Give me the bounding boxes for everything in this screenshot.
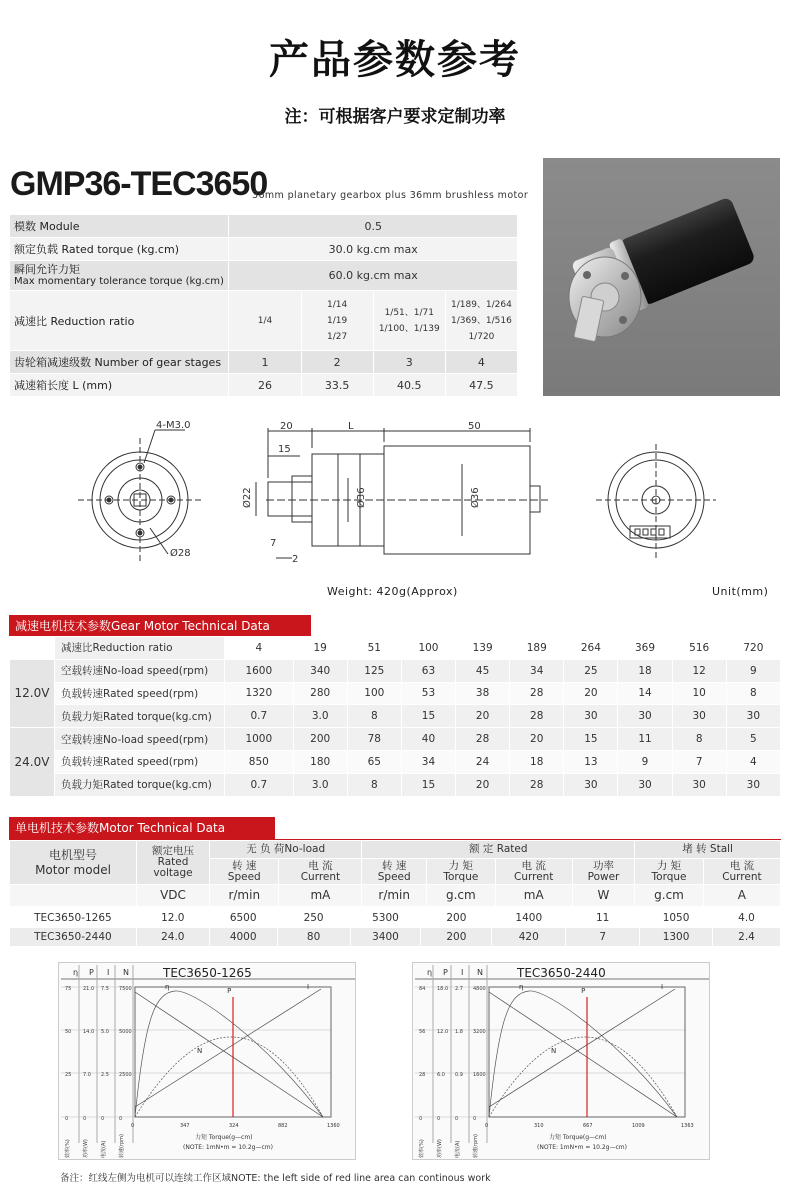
page-subtitle: 注：可根据客户要求定制功率 [284, 107, 506, 127]
gear-value: 38 [456, 682, 510, 705]
perf-curve-label-i: I [661, 983, 664, 991]
perf-x-note: (NOTE: 1mN•m = 10.2g—cm) [537, 1144, 627, 1151]
dim-20: 20 [280, 421, 293, 432]
subheader-cn: 功率 [592, 859, 614, 872]
subheader-cn: 转 速 [382, 859, 407, 872]
motor-model-cn: 电机型号 [48, 847, 97, 862]
rated-torque-value: 30.0 kg.cm max [229, 238, 518, 261]
motor-value: 6500 [209, 909, 277, 928]
perf-curve-label-i: I [307, 983, 310, 991]
subheader-en: Current [513, 870, 554, 883]
gear-value: 3.0 [293, 705, 347, 728]
perf-axis-value: 0 [101, 1116, 105, 1122]
perf-col-head: η [427, 968, 433, 977]
perf-axis-value: 0 [437, 1116, 441, 1122]
motor-unit: r/min [210, 885, 279, 907]
rated-torque-label: 额定负载 Rated torque (kg.cm) [10, 238, 229, 261]
gear-ratio: 189 [510, 637, 564, 660]
motor-unit: W [572, 885, 634, 907]
stall-header: 堵 转 Stall [635, 841, 781, 859]
motor-subheader [635, 859, 704, 885]
dim-7: 7 [270, 538, 277, 549]
perf-axis-value: 2500 [119, 1072, 132, 1078]
perf-axis-value: 5000 [119, 1029, 132, 1035]
product-photo [543, 158, 780, 396]
perf-axis-value: 0 [119, 1116, 123, 1122]
motor-model-header [10, 841, 137, 885]
perf-power-curve [489, 1037, 677, 1117]
noload-header: 无 负 荷No-load [210, 841, 362, 859]
stage-value: 1 [229, 351, 301, 374]
gear-value: 40 [401, 728, 455, 751]
length-value: 33.5 [301, 374, 373, 397]
ratio-value: 1/189、1/264 [450, 299, 512, 310]
perf-axis-label: 电流(A) [455, 1140, 461, 1158]
perf-curve-label-eta: η [519, 983, 524, 991]
perf-axis-label: 转速(rpm) [473, 1133, 479, 1158]
ratio-row-label: 减速比Reduction ratio [55, 637, 225, 660]
motor-subheader [362, 859, 427, 885]
motor-value: 12.0 [136, 909, 209, 928]
gear-value: 180 [293, 750, 347, 773]
gear-ratio: 19 [293, 637, 347, 660]
subheader-cn: 力 矩 [448, 859, 474, 872]
gear-value: 28 [510, 773, 564, 796]
motor-data-banner: 单电机技术参数Motor Technical Data [9, 817, 275, 839]
max-torque-label-en: Max momentary tolerance torque (kg.cm) [14, 275, 224, 287]
gear-row-label: 负载力矩Rated torque(kg.cm) [55, 773, 225, 796]
motor-data-section [9, 817, 781, 840]
gear-value: 8 [347, 773, 401, 796]
voltage-header [137, 841, 210, 885]
gear-value: 53 [401, 682, 455, 705]
perf-axis-value: 0 [455, 1116, 459, 1122]
perf-axis-value: 4800 [473, 986, 486, 992]
motor-model: TEC3650-1265 [10, 909, 137, 928]
gear-value: 30 [672, 705, 726, 728]
gear-value: 30 [726, 773, 780, 796]
perf-axis-value: 18.0 [437, 986, 449, 992]
ratio-col [301, 291, 373, 351]
motor-subheader [703, 859, 780, 885]
subheader-cn: 电 流 [729, 859, 755, 872]
perf-axis-value: 7.0 [83, 1072, 91, 1078]
gear-value: 13 [564, 750, 618, 773]
stages-label: 齿轮箱减速级数 Number of gear stages [10, 351, 229, 374]
page-title: 产品参数参考 [269, 37, 521, 83]
motor-subheader [210, 859, 279, 885]
dim-d36a: Ø36 [356, 487, 367, 508]
dim-50: 50 [468, 421, 481, 432]
perf-curve-label-p: P [227, 987, 232, 995]
performance-chart-1265 [58, 962, 356, 1160]
dim-d28: Ø28 [170, 548, 191, 559]
perf-col-head: I [107, 968, 110, 977]
gear-ratio: 139 [456, 637, 510, 660]
gear-value: 30 [564, 773, 618, 796]
length-value: 40.5 [373, 374, 445, 397]
gear-data-section [9, 615, 781, 638]
motor-value: 1400 [492, 909, 566, 928]
subheader-en: Speed [227, 870, 261, 883]
perf-axis-value: 2.5 [101, 1072, 109, 1078]
ratio-value: 1/720 [468, 331, 495, 342]
gear-value: 15 [401, 773, 455, 796]
motor-data-table [9, 840, 781, 907]
motor-value: 4.0 [713, 909, 781, 928]
perf-axis-value: 75 [65, 986, 72, 992]
max-torque-label [10, 261, 229, 291]
perf-x-tick: 667 [583, 1123, 593, 1129]
gear-value: 1320 [225, 682, 294, 705]
perf-speed-line [489, 992, 677, 1117]
spec-table [9, 214, 518, 397]
perf-speed-line [135, 992, 323, 1117]
subheader-en: Torque [651, 870, 687, 883]
gear-row-label: 空载转速No-load speed(rpm) [55, 659, 225, 682]
perf-x-label: 力矩 Torque(g—cm) [195, 1134, 253, 1141]
gear-value: 3.0 [293, 773, 347, 796]
gear-value: 20 [456, 773, 510, 796]
gear-value: 9 [618, 750, 672, 773]
subheader-en: Current [300, 870, 341, 883]
length-value: 47.5 [445, 374, 517, 397]
perf-x-tick: 0 [485, 1123, 489, 1129]
motor-value: 250 [277, 909, 350, 928]
footer-note: 备注：红线左侧为电机可以连续工作区域NOTE: the left side of red line area can continous work [60, 1173, 491, 1184]
gear-ratio: 264 [564, 637, 618, 660]
gear-value: 280 [293, 682, 347, 705]
gear-value: 65 [347, 750, 401, 773]
gear-value: 850 [225, 750, 294, 773]
perf-x-label: 力矩 Torque(g—cm) [549, 1134, 607, 1141]
motor-value: 200 [421, 909, 492, 928]
gear-value: 20 [456, 705, 510, 728]
gear-value: 5 [726, 728, 780, 751]
motor-model-en: Motor model [35, 862, 111, 877]
gear-ratio: 369 [618, 637, 672, 660]
perf-chart-svg [413, 963, 711, 1161]
perf-x-tick: 310 [534, 1123, 544, 1129]
ratio-col [229, 291, 301, 351]
dim-15: 15 [278, 444, 291, 455]
perf-axis-value: 0 [65, 1116, 69, 1122]
motor-value: 1300 [640, 928, 713, 947]
motor-value: 420 [492, 928, 566, 947]
perf-axis-value: 0 [473, 1116, 477, 1122]
units-blank [10, 885, 137, 907]
motor-model: TEC3650-2440 [10, 928, 137, 947]
voltage-cell: 24.0V [10, 728, 55, 796]
perf-axis-value: 5.0 [101, 1029, 109, 1035]
gear-value: 15 [564, 728, 618, 751]
dim-holes: 4-M3.0 [156, 420, 191, 431]
perf-axis-value: 1.8 [455, 1029, 463, 1035]
gear-value: 78 [347, 728, 401, 751]
stage-value: 4 [445, 351, 517, 374]
perf-axis-value: 56 [419, 1029, 426, 1035]
module-label: 模数 Module [10, 215, 229, 238]
ratio-value: 1/27 [327, 331, 348, 342]
gear-value: 14 [618, 682, 672, 705]
motor-unit: r/min [362, 885, 427, 907]
gear-data-banner: 减速电机技术参数Gear Motor Technical Data [9, 615, 311, 637]
subheader-en: Torque [443, 870, 479, 883]
perf-chart-svg [59, 963, 357, 1161]
perf-current-line [489, 989, 675, 1107]
motor-unit: g.cm [427, 885, 496, 907]
gear-value: 24 [456, 750, 510, 773]
perf-x-tick: 1360 [327, 1123, 340, 1129]
gear-value: 34 [510, 659, 564, 682]
perf-x-tick: 1363 [681, 1123, 694, 1129]
gear-value: 0.7 [225, 773, 294, 796]
perf-axis-value: 21.0 [83, 986, 95, 992]
perf-col-head: P [443, 968, 448, 977]
gear-value: 45 [456, 659, 510, 682]
subheader-cn: 力 矩 [656, 859, 682, 872]
gear-ratio: 51 [347, 637, 401, 660]
perf-axis-value: 3200 [473, 1029, 486, 1035]
perf-axis-value: 0.9 [455, 1072, 463, 1078]
stage-value: 3 [373, 351, 445, 374]
module-value: 0.5 [229, 215, 518, 238]
perf-axis-value: 7.5 [101, 986, 109, 992]
subheader-en: Current [722, 870, 762, 883]
motor-value: 200 [421, 928, 492, 947]
ratio-value: 1/4 [257, 315, 273, 326]
voltage-h-cn: 额定电压 [152, 845, 194, 857]
perf-col-head: P [89, 968, 94, 977]
perf-axis-value: 7500 [119, 986, 132, 992]
gear-value: 28 [456, 728, 510, 751]
max-torque-value: 60.0 kg.cm max [229, 261, 518, 291]
dim-d22: Ø22 [242, 487, 253, 508]
dim-d36b: Ø36 [470, 487, 481, 508]
ratio-value: 1/51、1/71 [384, 307, 434, 318]
gear-value: 9 [726, 659, 780, 682]
ratio-value: 1/14 [327, 299, 348, 310]
perf-col-head: N [123, 968, 129, 977]
ratio-col [445, 291, 517, 351]
motor-unit: g.cm [635, 885, 704, 907]
gear-data-table [9, 636, 781, 797]
performance-chart-2440 [412, 962, 710, 1160]
subheader-en: Power [587, 870, 620, 883]
motor-unit: mA [495, 885, 572, 907]
perf-curve-label-p: P [581, 987, 586, 995]
unit-label: Unit(mm) [712, 585, 769, 598]
subheader-en: Speed [377, 870, 411, 883]
perf-power-curve [135, 1037, 323, 1117]
gear-value: 4 [726, 750, 780, 773]
model-description: 36mm planetary gearbox plus 36mm brushless motor [252, 190, 529, 201]
perf-x-tick: 347 [180, 1123, 190, 1129]
ratio-value: 1/369、1/516 [450, 315, 512, 326]
gear-value: 28 [510, 705, 564, 728]
gear-value: 11 [618, 728, 672, 751]
gear-value: 30 [618, 705, 672, 728]
gear-ratio: 100 [401, 637, 455, 660]
rated-header: 额 定 Rated [362, 841, 635, 859]
perf-axis-label: 电流(A) [101, 1140, 107, 1158]
perf-axis-label: 效率(%) [65, 1139, 71, 1158]
gear-ratio: 720 [726, 637, 780, 660]
perf-axis-label: 效率(%) [419, 1139, 425, 1158]
dim-l: L [348, 421, 354, 432]
gear-row-label: 负载转速Rated speed(rpm) [55, 750, 225, 773]
gear-row-label: 空载转速No-load speed(rpm) [55, 728, 225, 751]
perf-axis-value: 2.7 [455, 986, 463, 992]
gear-value: 1600 [225, 659, 294, 682]
perf-axis-label: 功率(W) [437, 1139, 443, 1158]
perf-axis-value: 1600 [473, 1072, 486, 1078]
gear-value: 100 [347, 682, 401, 705]
perf-axis-value: 12.0 [437, 1029, 449, 1035]
gear-value: 125 [347, 659, 401, 682]
length-value: 26 [229, 374, 301, 397]
perf-col-head: I [461, 968, 464, 977]
perf-axis-value: 84 [419, 986, 426, 992]
subheader-cn: 转 速 [232, 859, 257, 872]
motor-value: 5300 [350, 909, 421, 928]
gear-value: 10 [672, 682, 726, 705]
ratio-value: 1/100、1/139 [378, 323, 440, 334]
gear-value: 20 [564, 682, 618, 705]
perf-axis-value: 50 [65, 1029, 72, 1035]
perf-axis-value: 14.0 [83, 1029, 95, 1035]
perf-col-head: η [73, 968, 79, 977]
gear-value: 200 [293, 728, 347, 751]
gear-value: 8 [726, 682, 780, 705]
motor-subheader [279, 859, 362, 885]
ratio-label: 减速比 Reduction ratio [10, 291, 229, 351]
gear-value: 1000 [225, 728, 294, 751]
gear-value: 63 [401, 659, 455, 682]
motor-value: 80 [277, 928, 350, 947]
motor-unit: mA [279, 885, 362, 907]
ratio-value: 1/19 [327, 315, 348, 326]
motor-value: 7 [566, 928, 640, 947]
motor-subheader [427, 859, 496, 885]
perf-axis-label: 功率(W) [83, 1139, 89, 1158]
stage-value: 2 [301, 351, 373, 374]
gear-value: 8 [347, 705, 401, 728]
length-label: 减速箱长度 L (mm) [10, 374, 229, 397]
perf-current-line [135, 989, 321, 1107]
perf-x-tick: 0 [131, 1123, 135, 1129]
gear-value: 12 [672, 659, 726, 682]
max-torque-label-cn: 瞬间允许力矩 [14, 262, 80, 276]
perf-curve-label-n: N [197, 1047, 203, 1055]
gear-value: 30 [672, 773, 726, 796]
motor-value: 24.0 [136, 928, 209, 947]
motor-data-rows [9, 908, 781, 947]
gear-value: 0.7 [225, 705, 294, 728]
subheader-cn: 电 流 [308, 859, 333, 872]
gear-row-label: 负载转速Rated speed(rpm) [55, 682, 225, 705]
motor-value: 3400 [350, 928, 421, 947]
gear-ratio: 4 [225, 637, 294, 660]
perf-col-head: N [477, 968, 483, 977]
gear-value: 15 [401, 705, 455, 728]
voltage-h-en2: voltage [153, 867, 193, 879]
gear-value: 18 [618, 659, 672, 682]
motor-value: 1050 [640, 909, 713, 928]
dim-2: 2 [292, 554, 299, 565]
gear-value: 30 [564, 705, 618, 728]
gear-row-label: 负载力矩Rated torque(kg.cm) [55, 705, 225, 728]
gear-corner [10, 637, 55, 660]
perf-axis-value: 6.0 [437, 1072, 445, 1078]
ratio-col [373, 291, 445, 351]
perf-x-tick: 1009 [632, 1123, 645, 1129]
motor-value: 2.4 [713, 928, 781, 947]
gear-value: 28 [510, 682, 564, 705]
perf-x-tick: 324 [229, 1123, 239, 1129]
motor-subheader [572, 859, 634, 885]
gear-value: 30 [726, 705, 780, 728]
weight-label: Weight: 420g(Approx) [327, 585, 458, 598]
gear-value: 340 [293, 659, 347, 682]
perf-curve-label-eta: η [165, 983, 170, 991]
gear-value: 8 [672, 728, 726, 751]
perf-axis-value: 28 [419, 1072, 426, 1078]
motor-unit: A [703, 885, 780, 907]
motor-value: 4000 [209, 928, 277, 947]
perf-curve-label-n: N [551, 1047, 557, 1055]
subheader-cn: 电 流 [521, 859, 546, 872]
gear-value: 7 [672, 750, 726, 773]
voltage-h-en1: Rated [157, 856, 189, 868]
perf-axis-label: 转速(rpm) [119, 1133, 125, 1158]
motor-unit: VDC [137, 885, 210, 907]
gear-value: 34 [401, 750, 455, 773]
voltage-cell: 12.0V [10, 659, 55, 727]
gear-value: 30 [618, 773, 672, 796]
model-name: GMP36-TEC3650 [10, 165, 268, 203]
perf-axis-value: 0 [419, 1116, 423, 1122]
perf-x-tick: 882 [278, 1123, 288, 1129]
gear-value: 25 [564, 659, 618, 682]
perf-title: TEC3650-2440 [517, 966, 606, 980]
gear-value: 20 [510, 728, 564, 751]
motor-subheader [495, 859, 572, 885]
perf-axis-value: 0 [83, 1116, 87, 1122]
motor-value: 11 [566, 909, 640, 928]
gear-value: 18 [510, 750, 564, 773]
gear-ratio: 516 [672, 637, 726, 660]
perf-title: TEC3650-1265 [163, 966, 252, 980]
perf-axis-value: 25 [65, 1072, 72, 1078]
perf-x-note: (NOTE: 1mN•m = 10.2g—cm) [183, 1144, 273, 1151]
